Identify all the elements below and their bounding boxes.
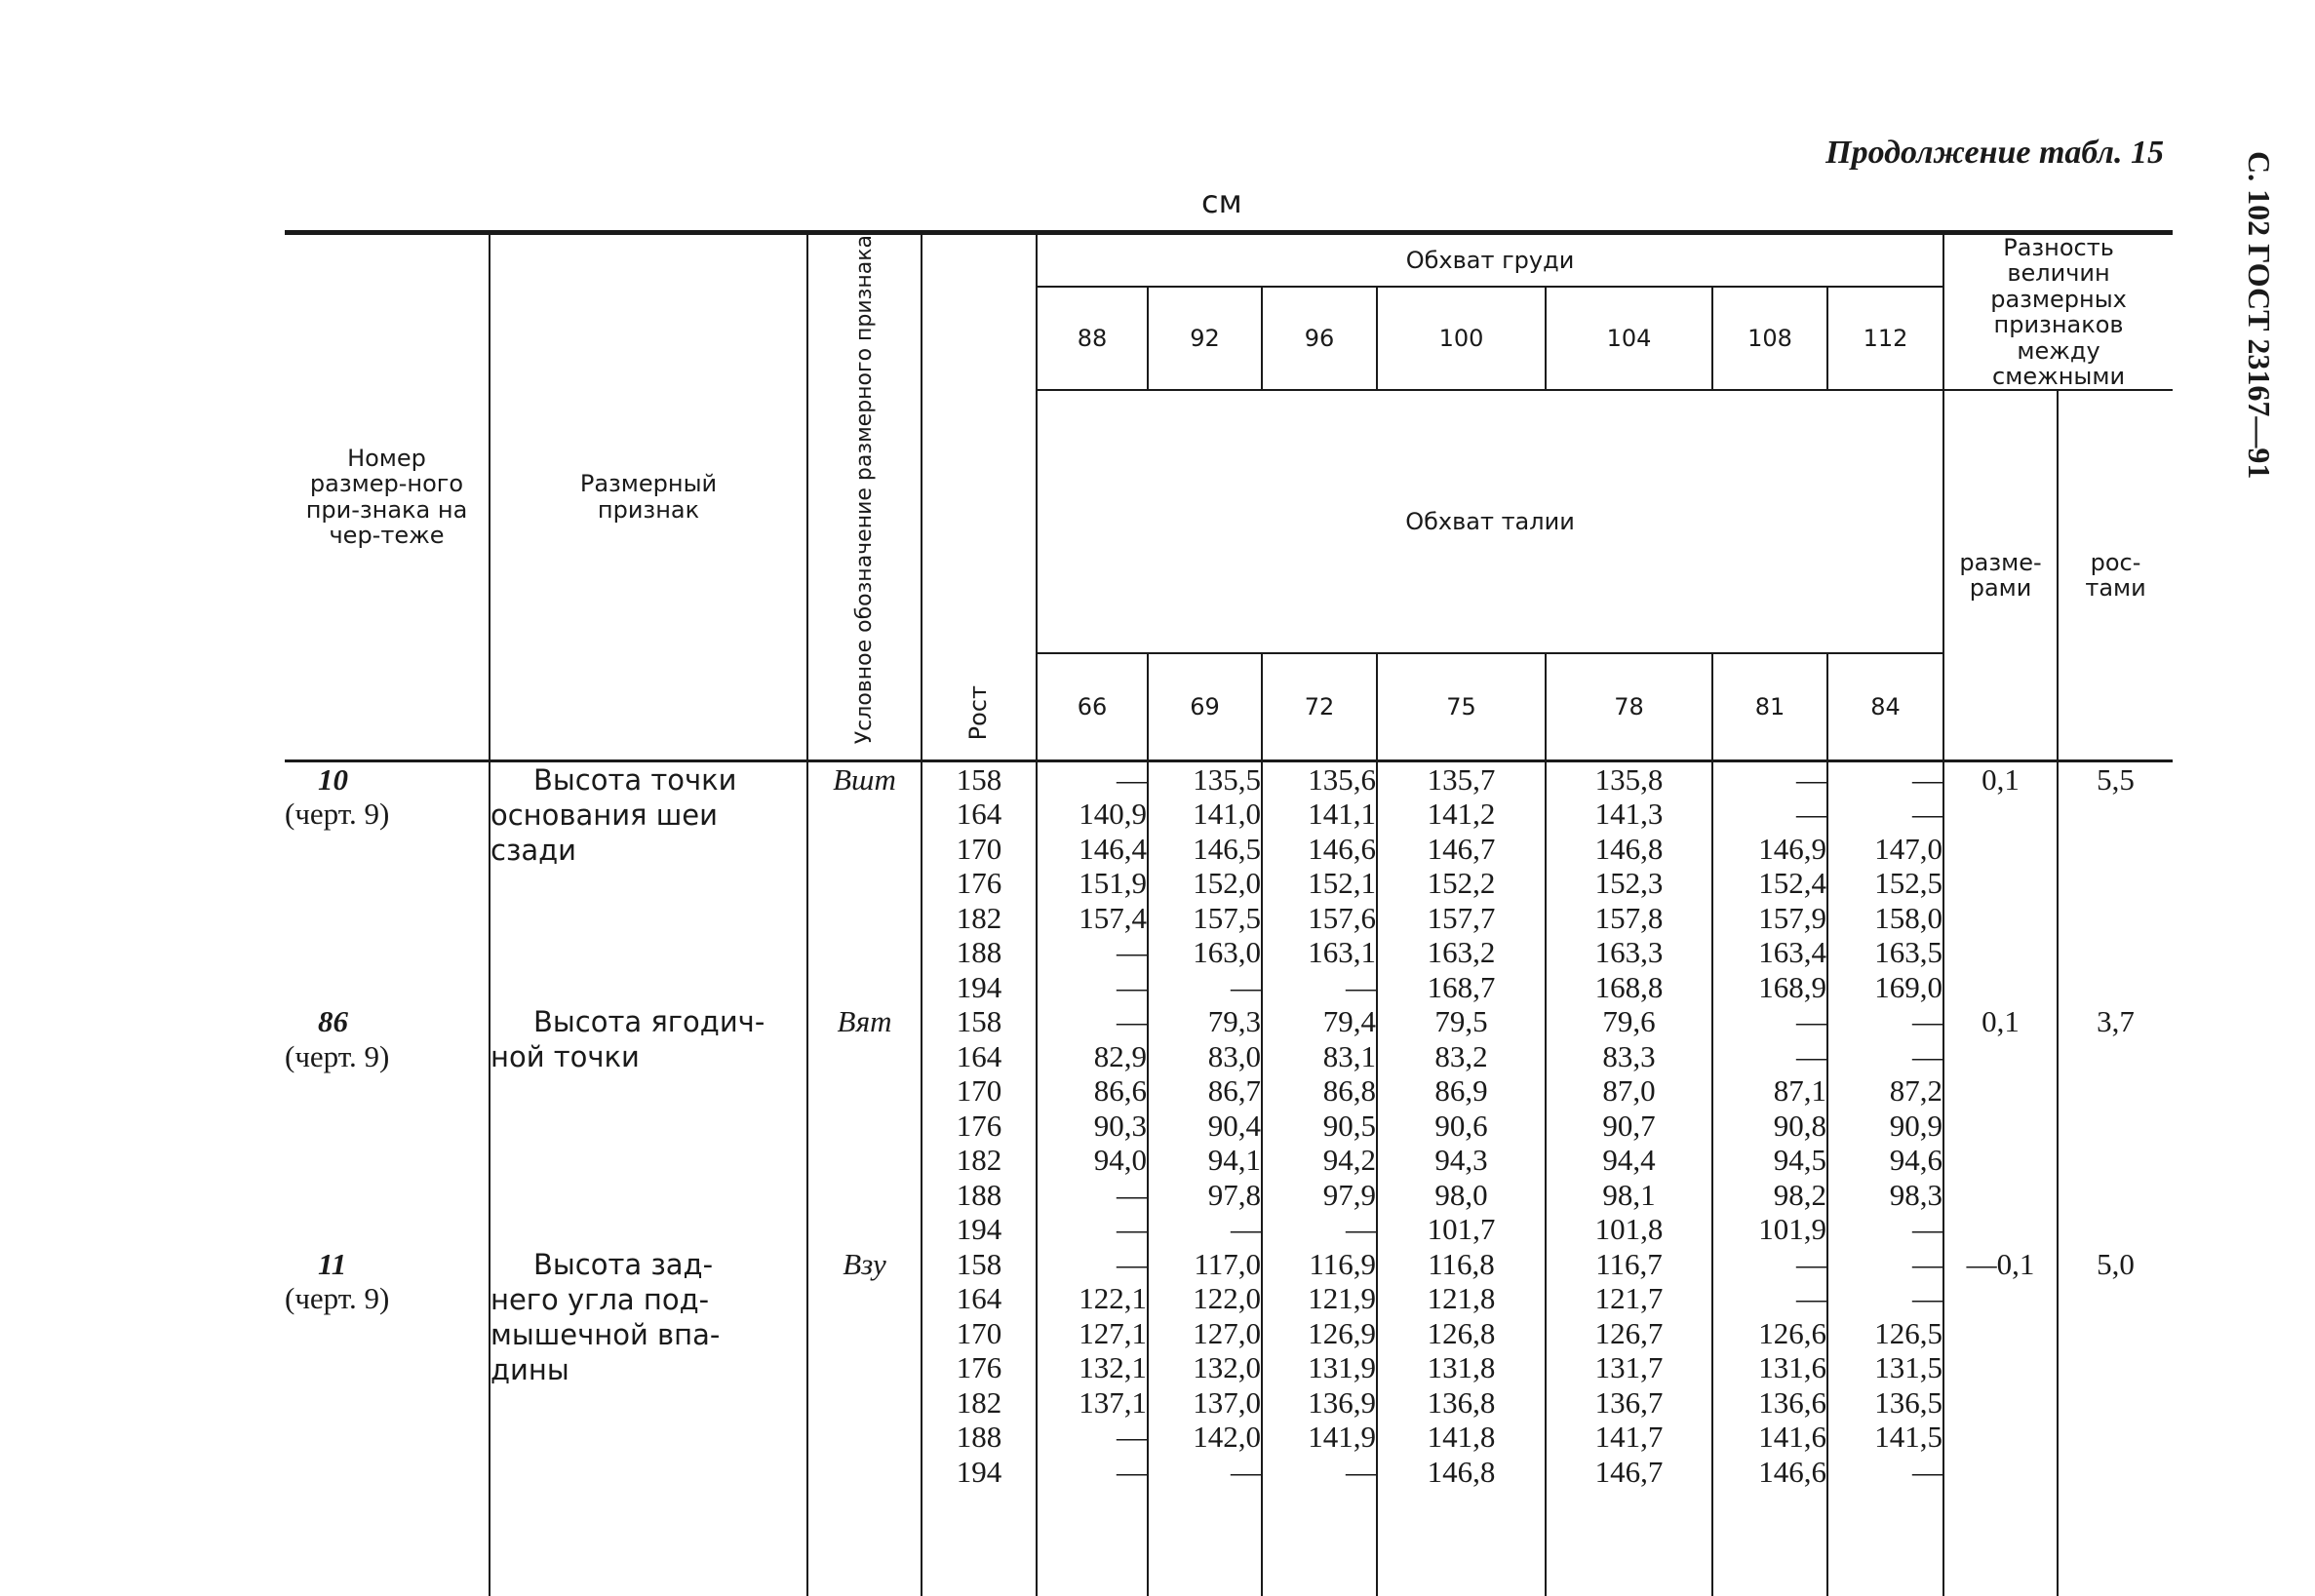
diff-sizes-value: —0,1 — [1966, 1246, 2035, 1281]
chest-92: 92 — [1148, 287, 1262, 390]
feature-name-line: дины — [490, 1352, 569, 1386]
value: 101,7 — [1427, 1212, 1496, 1247]
value: 146,8 — [1427, 1454, 1496, 1489]
value-column-cell — [1037, 760, 1148, 1004]
value-column-cell — [1546, 1247, 1712, 1490]
value: 141,9 — [1308, 1420, 1376, 1455]
waist-81: 81 — [1712, 653, 1827, 760]
value: 141,7 — [1594, 1420, 1664, 1455]
value: 163,1 — [1308, 935, 1376, 970]
chest-88: 88 — [1037, 287, 1148, 390]
value: 168,8 — [1594, 969, 1664, 1004]
spacer-cell — [1712, 1489, 1827, 1596]
value: 146,6 — [1758, 1454, 1826, 1489]
height-value: 164 — [956, 1038, 1002, 1073]
height-values-cell — [922, 760, 1037, 1004]
value: 141,6 — [1758, 1420, 1826, 1455]
diff-sizes-cell — [1943, 1004, 2058, 1247]
value: 131,5 — [1874, 1350, 1943, 1385]
waist-66: 66 — [1037, 653, 1148, 760]
spacer-cell — [1377, 1489, 1546, 1596]
value: — — [1796, 797, 1826, 832]
value: 141,2 — [1427, 797, 1496, 832]
value: 157,7 — [1427, 900, 1496, 935]
value: — — [1117, 1212, 1147, 1247]
value: 152,4 — [1758, 866, 1826, 901]
value: 151,9 — [1079, 866, 1147, 901]
waist-72: 72 — [1262, 653, 1377, 760]
value: — — [1117, 1420, 1147, 1455]
value: — — [1117, 969, 1147, 1004]
value: 140,9 — [1079, 797, 1147, 832]
feature-name-cell — [490, 1247, 807, 1490]
value: 169,0 — [1874, 969, 1943, 1004]
value: 157,8 — [1594, 900, 1664, 935]
value: 136,7 — [1594, 1384, 1664, 1420]
value: 146,9 — [1758, 831, 1826, 866]
waist-78: 78 — [1546, 653, 1712, 760]
value: 152,3 — [1594, 866, 1664, 901]
value: 135,5 — [1193, 761, 1261, 797]
value: 98,3 — [1889, 1177, 1943, 1212]
header-diff-heights: рос-тами — [2058, 390, 2173, 760]
height-value: 158 — [956, 1246, 1002, 1281]
value: 141,5 — [1874, 1420, 1943, 1455]
feature-name-line: Высота зад- — [533, 1247, 714, 1281]
chest-96: 96 — [1262, 287, 1377, 390]
value: 146,4 — [1079, 831, 1147, 866]
value: 79,5 — [1434, 1004, 1488, 1039]
diff-heights-value: 3,7 — [2097, 1004, 2135, 1039]
value: — — [1796, 1004, 1826, 1039]
units-label: см — [1201, 183, 1242, 220]
spacer-cell — [807, 1489, 922, 1596]
value-column-cell — [1148, 760, 1262, 1004]
chest-104: 104 — [1546, 287, 1712, 390]
value: 147,0 — [1874, 831, 1943, 866]
value-column-cell — [1037, 1004, 1148, 1247]
spacer-cell — [1827, 1489, 1943, 1596]
header-number: Номер размер-ного при-знака на чер-теже — [285, 233, 490, 761]
value: 146,5 — [1193, 831, 1261, 866]
waist-84: 84 — [1827, 653, 1943, 760]
feature-symbol-cell — [807, 760, 922, 1004]
waist-75: 75 — [1377, 653, 1546, 760]
spacer-row — [285, 1489, 2173, 1596]
value: 136,6 — [1758, 1384, 1826, 1420]
value: 132,1 — [1079, 1350, 1147, 1385]
value: 126,5 — [1874, 1315, 1943, 1350]
header-height — [922, 233, 1037, 761]
value-column-cell — [1377, 1004, 1546, 1247]
header-waist-group: Обхват талии — [1037, 390, 1943, 653]
value: 82,9 — [1093, 1038, 1147, 1073]
value: 94,5 — [1773, 1143, 1826, 1178]
value: 135,7 — [1427, 761, 1496, 797]
value: — — [1912, 1038, 1943, 1073]
value: 101,8 — [1594, 1212, 1664, 1247]
value: 86,8 — [1322, 1073, 1376, 1109]
value: 126,9 — [1308, 1315, 1376, 1350]
chest-100: 100 — [1377, 287, 1546, 390]
value: 163,0 — [1193, 935, 1261, 970]
value: — — [1912, 797, 1943, 832]
height-value: 194 — [956, 969, 1002, 1004]
header-diff-sizes: разме-рами — [1943, 390, 2058, 760]
height-value: 158 — [956, 761, 1002, 797]
spacer-cell — [1262, 1489, 1377, 1596]
value: 90,4 — [1207, 1108, 1261, 1143]
value: 152,2 — [1427, 866, 1496, 901]
value-column-cell — [1262, 760, 1377, 1004]
feature-name-line: Высота ягодич- — [533, 1005, 765, 1039]
height-value: 188 — [956, 1420, 1002, 1455]
value: 116,9 — [1309, 1246, 1376, 1281]
header-height-text: Рост — [964, 684, 993, 741]
feature-symbol-cell — [807, 1004, 922, 1247]
height-value: 164 — [956, 797, 1002, 832]
value: 121,8 — [1427, 1281, 1496, 1316]
value: — — [1117, 1177, 1147, 1212]
value-column-cell — [1377, 760, 1546, 1004]
value: 126,6 — [1758, 1315, 1826, 1350]
feature-number: 11 — [318, 1246, 347, 1281]
value: 97,9 — [1322, 1177, 1376, 1212]
feature-number-cell — [285, 1247, 490, 1490]
value: 135,8 — [1594, 761, 1664, 797]
value: — — [1796, 1038, 1826, 1073]
value: 141,3 — [1594, 797, 1664, 832]
height-value: 170 — [956, 1315, 1002, 1350]
value-column-cell — [1546, 1004, 1712, 1247]
spacer-cell — [1943, 1489, 2058, 1596]
value: — — [1231, 1212, 1261, 1247]
value: 168,9 — [1758, 969, 1826, 1004]
chest-108: 108 — [1712, 287, 1827, 390]
diff-sizes-value: 0,1 — [1981, 761, 2020, 797]
value: — — [1796, 1246, 1826, 1281]
value-column-cell — [1377, 1247, 1546, 1490]
value: 126,7 — [1594, 1315, 1664, 1350]
value: — — [1231, 1454, 1261, 1489]
value: 146,6 — [1308, 831, 1376, 866]
feature-name-cell — [490, 1004, 807, 1247]
spacer-cell — [1037, 1489, 1148, 1596]
value: 97,8 — [1207, 1177, 1261, 1212]
value: 87,0 — [1602, 1073, 1656, 1109]
value: 98,2 — [1773, 1177, 1826, 1212]
value: 86,7 — [1207, 1073, 1261, 1109]
diff-sizes-value: 0,1 — [1981, 1004, 2020, 1039]
value: — — [1346, 1454, 1376, 1489]
value: 90,5 — [1322, 1108, 1376, 1143]
feature-name-line: ной точки — [490, 1040, 640, 1074]
value: 163,3 — [1594, 935, 1664, 970]
value: 83,2 — [1434, 1038, 1488, 1073]
spacer-cell — [490, 1489, 807, 1596]
feature-symbol-cell — [807, 1247, 922, 1490]
value: 158,0 — [1874, 900, 1943, 935]
value: 127,0 — [1193, 1315, 1261, 1350]
value: 146,7 — [1427, 831, 1496, 866]
height-value: 188 — [956, 935, 1002, 970]
value: — — [1912, 1454, 1943, 1489]
feature-number-cell — [285, 760, 490, 1004]
value: — — [1912, 1212, 1943, 1247]
value: — — [1117, 935, 1147, 970]
value: 98,1 — [1602, 1177, 1656, 1212]
value: 157,9 — [1758, 900, 1826, 935]
waist-69: 69 — [1148, 653, 1262, 760]
value: 132,0 — [1193, 1350, 1261, 1385]
value: — — [1117, 1246, 1147, 1281]
header-diff-group: Разность величин размерных признаков между смежными — [1943, 233, 2173, 391]
value: 121,9 — [1308, 1281, 1376, 1316]
value: 86,6 — [1093, 1073, 1147, 1109]
value: 152,5 — [1874, 866, 1943, 901]
diff-heights-cell — [2058, 1247, 2173, 1490]
feature-symbol: Вят — [837, 1004, 892, 1039]
value-column-cell — [1262, 1004, 1377, 1247]
value-column-cell — [1148, 1247, 1262, 1490]
value: 141,8 — [1427, 1420, 1496, 1455]
value-column-cell — [1262, 1247, 1377, 1490]
value: 137,1 — [1079, 1384, 1147, 1420]
height-value: 176 — [956, 1350, 1002, 1385]
value-column-cell — [1037, 1247, 1148, 1490]
feature-number: 86 — [318, 1004, 348, 1039]
value-column-cell — [1827, 1004, 1943, 1247]
spacer-cell — [1546, 1489, 1712, 1596]
value: — — [1796, 1281, 1826, 1316]
table-row — [285, 1004, 2173, 1247]
diff-heights-value: 5,5 — [2097, 761, 2135, 797]
feature-number: 10 — [318, 761, 348, 797]
diff-sizes-cell — [1943, 1247, 2058, 1490]
value-column-cell — [1712, 1004, 1827, 1247]
value: 136,5 — [1874, 1384, 1943, 1420]
value: — — [1346, 1212, 1376, 1247]
value: 126,8 — [1427, 1315, 1496, 1350]
value: 87,1 — [1773, 1073, 1826, 1109]
feature-name-line: Высота точки — [533, 762, 737, 797]
value: 87,2 — [1889, 1073, 1943, 1109]
value: 157,6 — [1308, 900, 1376, 935]
value-column-cell — [1712, 1247, 1827, 1490]
height-value: 176 — [956, 1108, 1002, 1143]
diff-heights-value: 5,0 — [2097, 1246, 2135, 1281]
value: — — [1796, 761, 1826, 797]
value: — — [1117, 1454, 1147, 1489]
height-value: 170 — [956, 1073, 1002, 1109]
table-body — [285, 760, 2173, 1596]
height-value: 182 — [956, 900, 1002, 935]
value: 131,7 — [1594, 1350, 1664, 1385]
value: 83,0 — [1207, 1038, 1261, 1073]
value: 136,8 — [1427, 1384, 1496, 1420]
feature-name-line: основания шеи — [490, 798, 718, 832]
value: 94,4 — [1602, 1143, 1656, 1178]
value: 141,0 — [1193, 797, 1261, 832]
value: — — [1912, 1004, 1943, 1039]
value: — — [1117, 761, 1147, 797]
value: 121,7 — [1594, 1281, 1664, 1316]
table-caption: Продолжение табл. 15 — [1825, 135, 2164, 171]
header-name: Размерный признак — [490, 233, 807, 761]
feature-name-line: мышечной впа- — [490, 1317, 721, 1351]
value: 90,7 — [1602, 1108, 1656, 1143]
value-column-cell — [1827, 1247, 1943, 1490]
spacer-cell — [2058, 1489, 2173, 1596]
value-column-cell — [1827, 760, 1943, 1004]
value: — — [1912, 761, 1943, 797]
value: 94,3 — [1434, 1143, 1488, 1178]
height-value: 182 — [956, 1143, 1002, 1178]
value: 98,0 — [1434, 1177, 1488, 1212]
value: 127,1 — [1079, 1315, 1147, 1350]
value: 116,7 — [1595, 1246, 1663, 1281]
table-row — [285, 760, 2173, 1004]
value: 157,4 — [1079, 900, 1147, 935]
value: 163,5 — [1874, 935, 1943, 970]
header-symbol-text: Условное обозначение размерного признака — [851, 235, 877, 745]
value: 136,9 — [1308, 1384, 1376, 1420]
value: 90,9 — [1889, 1108, 1943, 1143]
value: 131,9 — [1308, 1350, 1376, 1385]
height-value: 182 — [956, 1384, 1002, 1420]
value: 135,6 — [1308, 761, 1376, 797]
feature-symbol: Взу — [843, 1246, 886, 1281]
header-chest-group: Обхват груди — [1037, 233, 1943, 288]
value: 79,3 — [1207, 1004, 1261, 1039]
value: 94,6 — [1889, 1143, 1943, 1178]
value: 83,3 — [1602, 1038, 1656, 1073]
value: 101,9 — [1758, 1212, 1826, 1247]
height-values-cell — [922, 1247, 1037, 1490]
header-symbol — [807, 233, 922, 761]
spacer-cell — [1148, 1489, 1262, 1596]
value: 163,2 — [1427, 935, 1496, 970]
value: 117,0 — [1194, 1246, 1261, 1281]
value: 122,1 — [1079, 1281, 1147, 1316]
drawing-reference: (черт. 9) — [285, 797, 390, 832]
value: 94,0 — [1093, 1143, 1147, 1178]
value: 122,0 — [1193, 1281, 1261, 1316]
value: 141,1 — [1308, 797, 1376, 832]
value: 94,1 — [1207, 1143, 1261, 1178]
value: 86,9 — [1434, 1073, 1488, 1109]
height-value: 194 — [956, 1454, 1002, 1489]
value: — — [1912, 1281, 1943, 1316]
value: 163,4 — [1758, 935, 1826, 970]
height-value: 158 — [956, 1004, 1002, 1039]
value: 152,1 — [1308, 866, 1376, 901]
value: 83,1 — [1322, 1038, 1376, 1073]
feature-name-line: сзади — [490, 833, 577, 867]
value: 90,3 — [1093, 1108, 1147, 1143]
diff-heights-cell — [2058, 760, 2173, 1004]
value: 131,6 — [1758, 1350, 1826, 1385]
value: 146,8 — [1594, 831, 1664, 866]
value: 90,8 — [1773, 1108, 1826, 1143]
height-value: 194 — [956, 1212, 1002, 1247]
spacer-cell — [285, 1489, 490, 1596]
height-value: 176 — [956, 866, 1002, 901]
value: 116,8 — [1428, 1246, 1495, 1281]
spacer-cell — [922, 1489, 1037, 1596]
height-value: 188 — [956, 1177, 1002, 1212]
chest-112: 112 — [1827, 287, 1943, 390]
height-value: 164 — [956, 1281, 1002, 1316]
value: 90,6 — [1434, 1108, 1488, 1143]
feature-name-line: него угла под- — [490, 1282, 710, 1316]
value: — — [1117, 1004, 1147, 1039]
diff-sizes-cell — [1943, 760, 2058, 1004]
value: 94,2 — [1322, 1143, 1376, 1178]
diff-heights-cell — [2058, 1004, 2173, 1247]
table-row — [285, 1247, 2173, 1490]
value-column-cell — [1712, 760, 1827, 1004]
feature-symbol: Вшт — [833, 761, 896, 797]
feature-number-cell — [285, 1004, 490, 1247]
value: 142,0 — [1193, 1420, 1261, 1455]
value: 131,8 — [1427, 1350, 1496, 1385]
measurement-table — [285, 230, 2173, 1596]
value-column-cell — [1546, 760, 1712, 1004]
value: 79,6 — [1602, 1004, 1656, 1039]
value: — — [1912, 1246, 1943, 1281]
drawing-reference: (черт. 9) — [285, 1038, 390, 1073]
value: 137,0 — [1193, 1384, 1261, 1420]
value: 146,7 — [1594, 1454, 1664, 1489]
value: 152,0 — [1193, 866, 1261, 901]
page-header-side: С. 102 ГОСТ 23167—91 — [2242, 151, 2277, 480]
feature-name-cell — [490, 760, 807, 1004]
value: 157,5 — [1193, 900, 1261, 935]
height-value: 170 — [956, 831, 1002, 866]
height-values-cell — [922, 1004, 1037, 1247]
value: — — [1231, 969, 1261, 1004]
value: 79,4 — [1322, 1004, 1376, 1039]
value: 168,7 — [1427, 969, 1496, 1004]
value-column-cell — [1148, 1004, 1262, 1247]
drawing-reference: (черт. 9) — [285, 1281, 390, 1316]
value: — — [1346, 969, 1376, 1004]
